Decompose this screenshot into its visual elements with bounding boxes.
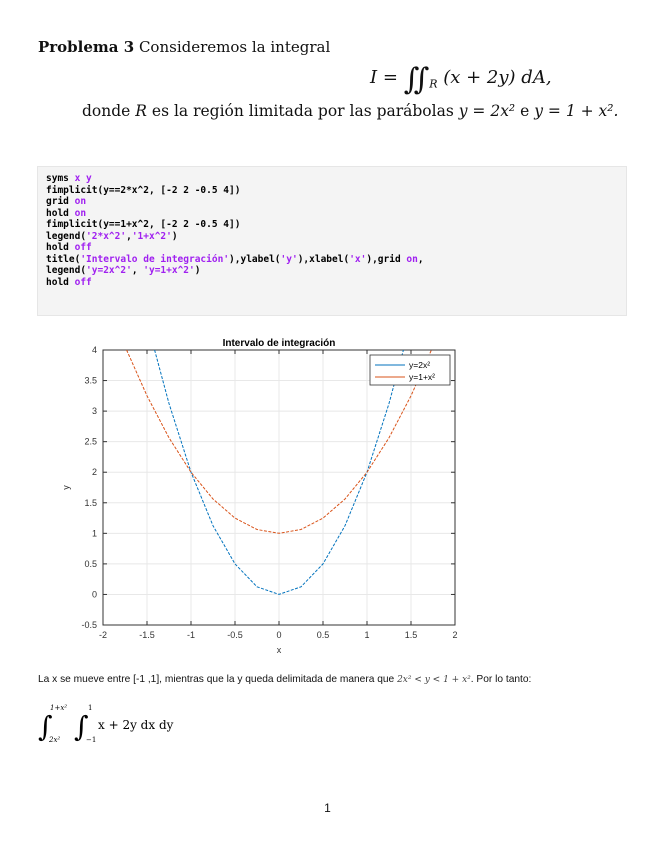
final-integral-expression (38, 702, 198, 746)
code-token: , (417, 253, 424, 265)
code-token: hold (46, 242, 75, 253)
code-line (46, 242, 618, 254)
x-tick-label: 0 (276, 630, 282, 640)
conclusion-text-1: La x se mueve entre [-1 ,1], mientras que la y queda delimitada de manera que (38, 674, 395, 685)
problem-heading: Problema 3 (38, 38, 135, 56)
integral-equation (370, 62, 552, 97)
x-tick-label: -2 (98, 630, 108, 640)
x-tick-label: -1 (186, 630, 196, 640)
code-token: ),grid (366, 253, 407, 265)
final-integrand: x + 2y dx dy (98, 718, 174, 732)
final-integral (38, 702, 198, 749)
chart-title: Intervalo de integración (222, 338, 336, 349)
code-token: syms (46, 173, 75, 184)
legend-label-1: y=2x² (409, 360, 431, 370)
code-token: , (126, 230, 132, 242)
code-token: off (74, 276, 92, 288)
page-number: 1 (324, 801, 331, 815)
code-token: '2*x^2' (86, 230, 127, 242)
code-token: off (74, 242, 92, 253)
y-tick-label: -0.5 (81, 620, 97, 630)
code-token: 'y' (280, 253, 298, 265)
code-token: title( (46, 253, 81, 265)
code-line (46, 231, 618, 243)
parabola-2: y = 1 + x². (534, 102, 619, 120)
conclusion-text-2: . Por lo tanto: (470, 674, 532, 685)
y-tick-label: 0.5 (84, 558, 97, 569)
double-integral-sign: ∬ (403, 62, 430, 97)
x-tick-label: -0.5 (227, 630, 243, 640)
region-subscript: R (429, 77, 438, 91)
y-axis-label: y (61, 485, 71, 490)
region-text: es la región limitada por las parábolas (151, 102, 454, 120)
code-token: x y (74, 173, 92, 184)
code-token: on (406, 253, 418, 265)
y-tick-label: 3 (91, 406, 97, 417)
y-tick-label: 2.5 (84, 436, 97, 447)
y-tick-label: 4 (91, 345, 97, 355)
inequality: 2x² < y < 1 + x² (397, 675, 471, 685)
code-token: ) (171, 230, 178, 242)
code-line (46, 265, 618, 277)
problem-intro: Consideremos la integral (138, 38, 331, 56)
problem-statement (38, 38, 330, 56)
x-tick-label: 1 (364, 630, 370, 640)
code-token: ) (194, 265, 201, 276)
y-tick-label: 1 (91, 528, 97, 539)
code-token: fimplicit(y==2*x^2, [-2 2 -0.5 4]) (46, 184, 241, 196)
outer-upper-limit: 1+x² (50, 704, 68, 712)
code-token: grid (46, 196, 75, 207)
matlab-code-block (37, 166, 627, 316)
region-symbol: R (135, 102, 147, 120)
outer-integral-sign: ∫ (38, 710, 53, 743)
x-tick-label: 0.5 (316, 630, 330, 640)
outer-lower-limit: 2x² (49, 736, 61, 744)
code-token: legend( (46, 230, 87, 242)
inner-upper-limit: 1 (88, 704, 93, 712)
x-tick-label: 2 (452, 630, 458, 640)
code-token: 'y=2x^2' (86, 265, 132, 276)
parabola-1: y = 2x² (458, 102, 516, 120)
code-token: ),xlabel( (297, 253, 350, 265)
code-line (46, 219, 618, 231)
code-token: hold (46, 207, 75, 219)
parabola-chart (55, 330, 475, 660)
y-tick-label: 3.5 (84, 375, 97, 386)
x-tick-label: 1.5 (404, 630, 418, 640)
code-token: ),ylabel( (229, 253, 281, 265)
code-line (46, 173, 618, 185)
code-line (46, 196, 618, 208)
conjunction: e (520, 102, 530, 120)
x-tick-label: -1.5 (139, 630, 155, 640)
integral-lhs: I = (370, 67, 398, 88)
code-token: legend( (46, 265, 87, 276)
code-line (46, 185, 618, 197)
y-tick-label: 0 (91, 589, 97, 600)
code-line (46, 277, 618, 289)
code-line (46, 254, 618, 266)
code-token: , (131, 265, 144, 276)
code-token: 'y=1+x^2' (143, 265, 195, 276)
code-token: on (74, 196, 87, 207)
code-token: on (74, 207, 87, 219)
y-tick-label: 2 (91, 467, 97, 478)
code-token: fimplicit(y==1+x^2, [-2 2 -0.5 4]) (46, 219, 241, 230)
code-token: 'x' (349, 253, 367, 265)
integrand: (x + 2y) dA, (443, 67, 552, 88)
legend-label-2: y=1+x² (409, 372, 435, 382)
donde-text: donde (82, 102, 131, 120)
conclusion-text (38, 674, 531, 685)
code-token: '1+x^2' (131, 230, 172, 242)
inner-integral-sign: ∫ (74, 710, 89, 743)
inner-lower-limit: −1 (86, 736, 97, 744)
region-description (82, 102, 618, 120)
code-line (46, 208, 618, 220)
code-token: hold (46, 276, 75, 288)
code-token: 'Intervalo de integración' (80, 253, 230, 265)
x-axis-label: x (276, 645, 282, 655)
y-tick-label: 1.5 (84, 497, 97, 508)
